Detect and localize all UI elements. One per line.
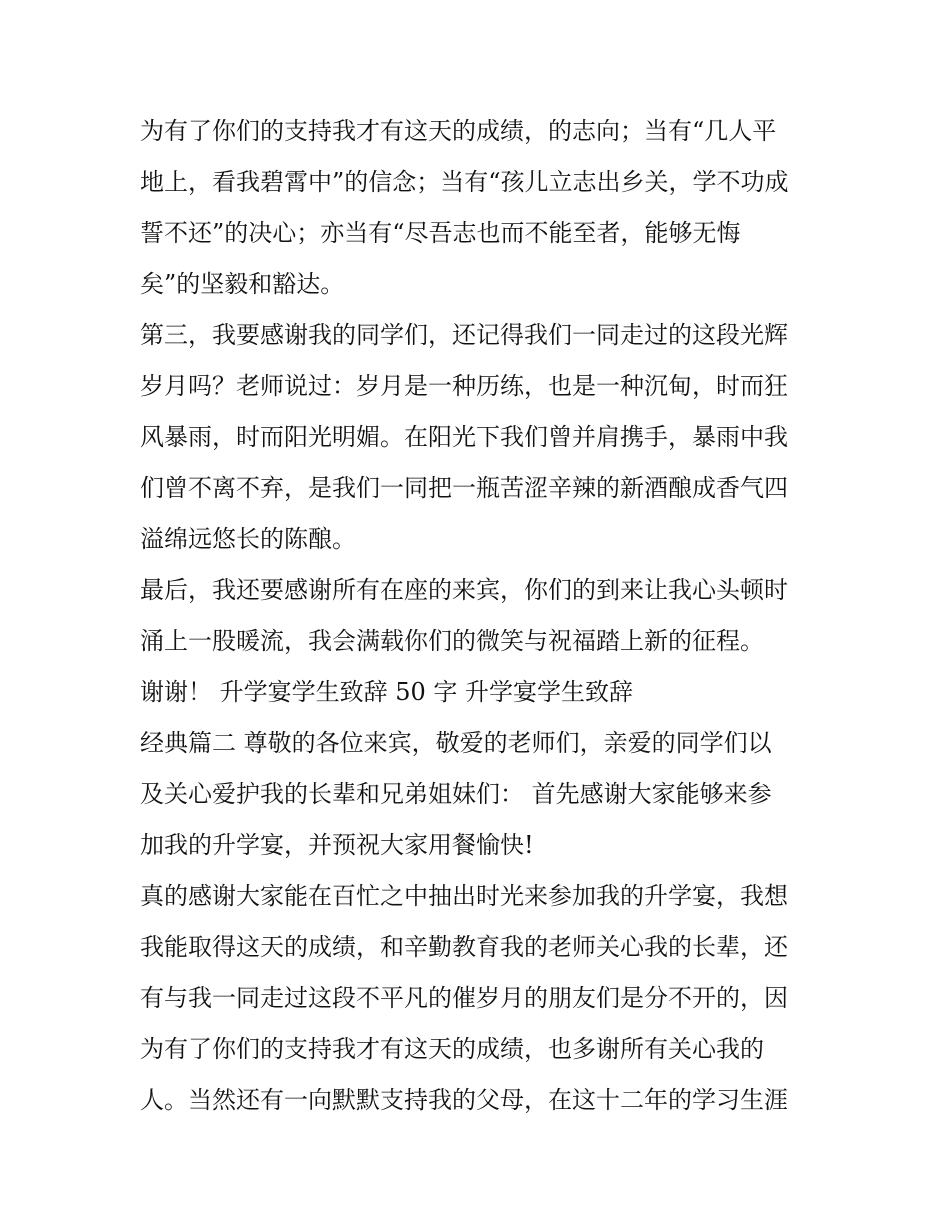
body-text [140,106,830,1126]
text-line: 地上，看我碧霄中”的信念；当有“孩儿立志出乡关，学不功成 [140,168,789,196]
text-line: 及关心爱护我的长辈和兄弟姐妹们： 首先感谢大家能够来参 [140,780,772,808]
text-line: 最后，我还要感谢所有在座的来宾，你们的到来让我心头顿时 [140,576,788,604]
text-line: 第三，我要感谢我的同学们，还记得我们一同走过的这段光辉 [140,321,788,349]
text-line: 人。当然还有一向默默支持我的父母，在这十二年的学习生涯 [140,1086,788,1114]
text-line: 有与我一同走过这段不平凡的催岁月的朋友们是分不开的，因 [140,984,788,1012]
text-line: 真的感谢大家能在百忙之中抽出时光来参加我的升学宴，我想 [140,882,788,910]
text-line: 为有了你们的支持我才有这天的成绩，也多谢所有关心我的 [140,1035,764,1063]
text-line: 谢谢！ 升学宴学生致辞 50 字 升学宴学生致辞 [140,678,634,706]
text-line: 溢绵远悠长的陈酿。 [140,525,356,553]
text-line: 矣”的坚毅和豁达。 [140,270,345,298]
text-line: 誓不还”的决心；亦当有“尽吾志也而不能至者，能够无悔 [140,219,741,247]
text-line: 风暴雨，时而阳光明媚。在阳光下我们曾并肩携手，暴雨中我 [140,423,788,451]
text-line: 涌上一股暖流，我会满载你们的微笑与祝福踏上新的征程。 [140,627,764,655]
text-line: 岁月吗？老师说过：岁月是一种历练，也是一种沉甸，时而狂 [140,372,788,400]
text-line: 为有了你们的支持我才有这天的成绩，的志向；当有“几人平 [140,117,777,145]
text-line: 们曾不离不弃，是我们一同把一瓶苦涩辛辣的新酒酿成香气四 [140,474,788,502]
text-line: 加我的升学宴，并预祝大家用餐愉快! [140,831,534,859]
text-line: 经典篇二 尊敬的各位来宾，敬爱的老师们，亲爱的同学们以 [140,729,772,757]
text-line: 我能取得这天的成绩，和辛勤教育我的老师关心我的长辈，还 [140,933,788,961]
